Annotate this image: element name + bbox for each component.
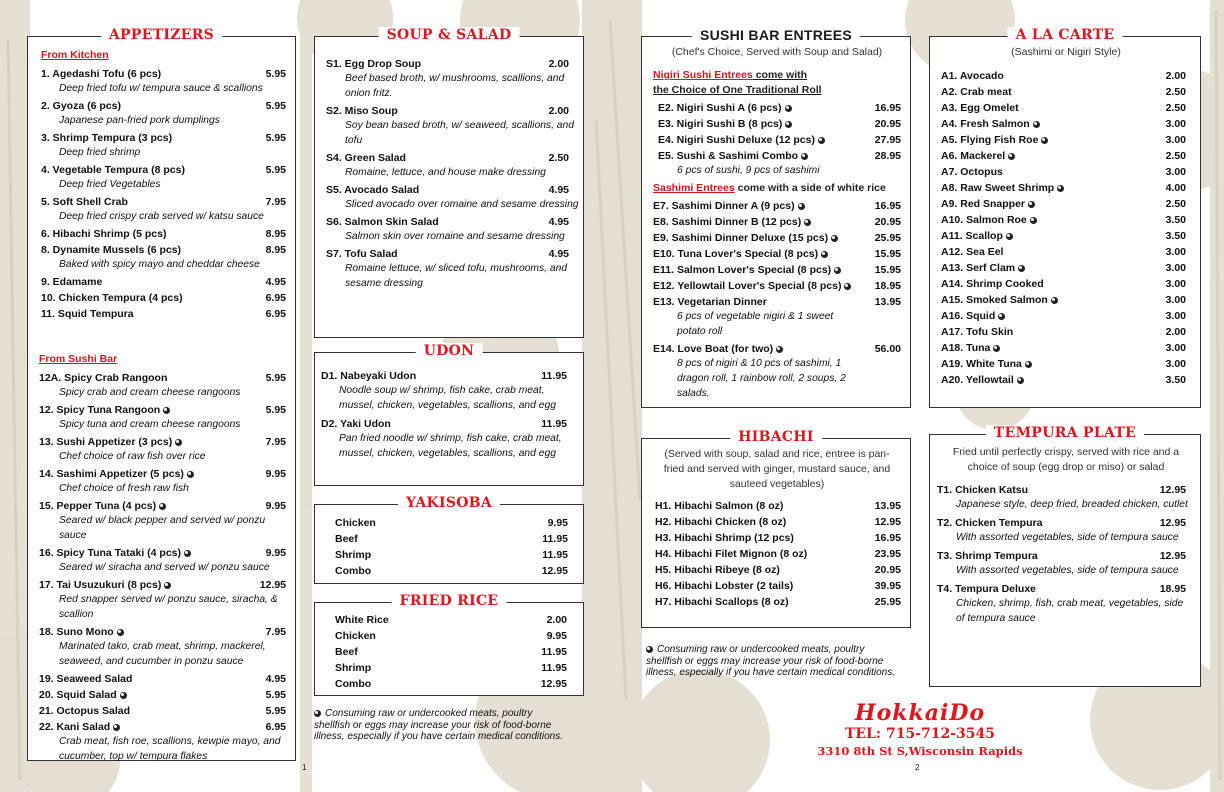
a-la-carte-item-name: A4. Fresh Salmon <box>941 117 1040 131</box>
hibachi-item-price: 20.95 <box>874 564 901 576</box>
sushi-appetizer-item-price: 7.95 <box>265 626 286 638</box>
soup-salad-panel <box>314 27 584 338</box>
nigiri-item-name: E4. Nigiri Sushi Deluxe (12 pcs) <box>658 133 825 147</box>
page-number-2: 2 <box>915 763 920 772</box>
raw-fish-icon <box>1028 201 1035 208</box>
a-la-carte-item-price: 3.00 <box>1165 342 1186 354</box>
sushi-appetizer-item-price: 4.95 <box>265 673 286 685</box>
sashimi-heading-rest: come with a side of white rice <box>734 182 886 194</box>
tempura-item-name: T1. Chicken Katsu <box>937 484 1029 496</box>
nigiri-heading-line2: the Choice of One Traditional Roll <box>653 84 822 96</box>
appetizer-item-name: 8. Dynamite Mussels (6 pcs) <box>41 244 182 256</box>
sushi-bar-panel <box>641 27 911 408</box>
a-la-carte-item-name: A8. Raw Sweet Shrimp <box>941 181 1064 195</box>
sushi-appetizer-item-price: 7.95 <box>265 436 286 448</box>
sushi-appetizer-item-desc: Seared w/ siracha and served w/ ponzu sauce <box>59 562 270 573</box>
tempura-item-name: T3. Shrimp Tempura <box>937 550 1038 562</box>
a-la-carte-item-price: 3.00 <box>1165 118 1186 130</box>
left-disclaimer-text: Consuming raw or undercooked meats, poultry shellfish or eggs may increase your risk of food-borne illness, especially if you have certain medical conditions. <box>314 708 564 742</box>
sashimi-item-name: E14. Love Boat (for two) <box>653 342 783 356</box>
soup-salad-item-desc: Romaine lettuce, w/ sliced tofu, mushrooms, and sesame dressing <box>345 263 568 289</box>
raw-fish-icon <box>818 137 825 144</box>
raw-fish-icon <box>831 235 838 242</box>
raw-fish-icon <box>159 503 166 510</box>
fried-rice-item-name: Shrimp <box>335 662 372 674</box>
nigiri-item-price: 27.95 <box>874 134 901 146</box>
sushi-appetizer-item-name: 21. Octopus Salad <box>39 705 131 717</box>
appetizer-item-desc: Baked with spicy mayo and cheddar cheese <box>59 259 260 270</box>
appetizer-item-name: 2. Gyoza (6 pcs) <box>41 100 121 112</box>
sushi-appetizer-item-price: 6.95 <box>265 721 286 733</box>
udon-item-price: 11.95 <box>541 370 567 382</box>
a-la-carte-item-price: 3.00 <box>1165 278 1186 290</box>
sashimi-item-name: E7. Sashimi Dinner A (9 pcs) <box>653 199 805 213</box>
sashimi-heading-red: Sashimi Entrees <box>653 182 735 194</box>
a-la-carte-item-price: 3.00 <box>1165 134 1186 146</box>
sushi-appetizer-item-desc: Marinated tako, crab meat, shrimp, mackerel, seaweed, and cucumber in ponzu sauce <box>59 641 266 667</box>
raw-fish-icon <box>1057 185 1064 192</box>
soup-salad-item-name: S4. Green Salad <box>326 152 406 164</box>
yakisoba-item-name: Shrimp <box>335 549 372 561</box>
tempura-item-desc: With assorted vegetables, side of tempura sauce <box>956 532 1179 543</box>
udon-panel <box>314 343 584 486</box>
sushi-appetizer-item-name: 16. Spicy Tuna Tataki (4 pcs) <box>39 546 191 560</box>
hibachi-item-name: H6. Hibachi Lobster (2 tails) <box>655 580 794 592</box>
soup-salad-item-desc: Salmon skin over romaine and sesame dressing <box>345 231 565 242</box>
appetizer-item-desc: Deep fried shrimp <box>59 147 141 158</box>
tempura-plate-panel <box>929 425 1201 687</box>
sashimi-item-price: 15.95 <box>874 264 901 276</box>
appetizer-item-price: 8.95 <box>265 228 286 240</box>
a-la-carte-item-name: A18. Tuna <box>941 341 1000 355</box>
appetizer-item-name: 6. Hibachi Shrimp (5 pcs) <box>41 228 167 240</box>
sushi-appetizer-item-desc: Red snapper served w/ ponzu sauce, siracha, & scallion <box>59 594 278 620</box>
a-la-carte-item-price: 2.50 <box>1165 102 1186 114</box>
hibachi-item-name: H3. Hibachi Shrimp (12 pcs) <box>655 532 794 544</box>
raw-fish-icon <box>801 153 808 160</box>
fried-rice-item-name: Beef <box>335 646 358 658</box>
brand-address: 3310 8th St S,Wisconsin Rapids <box>817 744 1023 758</box>
a-la-carte-item-name: A1. Avocado <box>941 70 1004 82</box>
from-sushi-bar-heading: From Sushi Bar <box>39 353 118 365</box>
a-la-carte-item-name: A16. Squid <box>941 309 1005 323</box>
sushi-appetizer-item-name: 13. Sushi Appetizer (3 pcs) <box>39 435 182 449</box>
hibachi-item-name: H7. Hibachi Scallops (8 oz) <box>655 596 789 608</box>
sushi-appetizer-item-name: 17. Tai Usuzukuri (8 pcs) <box>39 578 171 592</box>
appetizer-item-name: 4. Vegetable Tempura (8 pcs) <box>41 164 185 176</box>
appetizers-panel <box>27 27 296 762</box>
tempura-plate-subtitle: Fried until perfectly crispy, served with rice and a choice of soup (egg drop or miso) or salad <box>952 446 1180 473</box>
a-la-carte-title: A LA CARTE <box>1008 27 1123 43</box>
yakisoba-item-price: 11.95 <box>542 549 568 561</box>
raw-fish-icon <box>184 550 191 557</box>
sashimi-item-desc: 6 pcs of vegetable nigiri & 1 sweet potato roll <box>677 311 834 337</box>
fried-rice-item-name: Combo <box>335 678 372 690</box>
sushi-appetizer-item-name: 14. Sashimi Appetizer (5 pcs) <box>39 467 194 481</box>
sashimi-item-price: 16.95 <box>874 200 901 212</box>
a-la-carte-item-name: A14. Shrimp Cooked <box>941 278 1044 290</box>
appetizer-item-price: 6.95 <box>265 308 286 320</box>
udon-item-name: D1. Nabeyaki Udon <box>321 370 417 382</box>
sashimi-heading <box>653 181 886 196</box>
raw-fish-icon <box>646 646 653 653</box>
a-la-carte-item-name: A2. Crab meat <box>941 86 1012 98</box>
raw-fish-icon <box>175 439 182 446</box>
soup-salad-item-name: S2. Miso Soup <box>326 105 398 117</box>
a-la-carte-item-price: 3.00 <box>1165 166 1186 178</box>
hibachi-item-name: H2. Hibachi Chicken (8 oz) <box>655 516 787 528</box>
nigiri-item-name: E5. Sushi & Sashimi Combo <box>658 149 808 163</box>
raw-fish-icon <box>1041 137 1048 144</box>
tempura-item-desc: With assorted vegetables, side of tempura sauce <box>956 565 1179 576</box>
hibachi-panel <box>641 429 911 628</box>
raw-fish-icon <box>117 629 124 636</box>
a-la-carte-panel <box>929 27 1201 408</box>
right-disclaimer <box>646 644 896 679</box>
udon-item-desc: Noodle soup w/ shrimp, fish cake, crab meat, mussel, chicken, vegetables, scallions, and egg <box>339 385 556 411</box>
sushi-appetizer-item-price: 9.95 <box>265 500 286 512</box>
tempura-item-name: T4. Tempura Deluxe <box>937 583 1037 595</box>
yakisoba-item-name: Combo <box>335 565 372 577</box>
sashimi-item-name: E9. Sashimi Dinner Deluxe (15 pcs) <box>653 231 838 245</box>
sushi-bar-title: SUSHI BAR ENTREES <box>692 27 860 43</box>
a-la-carte-item-name: A12. Sea Eel <box>941 246 1004 258</box>
tempura-item-price: 18.95 <box>1159 583 1186 595</box>
raw-fish-icon <box>821 251 828 258</box>
raw-fish-icon <box>1033 121 1040 128</box>
soup-salad-title: SOUP & SALAD <box>379 27 520 43</box>
a-la-carte-item-price: 2.50 <box>1165 198 1186 210</box>
soup-salad-item-price: 4.95 <box>548 248 569 260</box>
sushi-appetizer-item-desc: Crab meat, fish roe, scallions, kewpie mayo, and cucumber, top w/ tempura flakes <box>59 736 281 762</box>
sashimi-item-desc: 8 pcs of nigiri & 10 pcs of sashimi, 1 dragon roll, 1 rainbow roll, 2 soups, 2 salads. <box>677 358 846 399</box>
appetizers-title: APPETIZERS <box>101 27 222 43</box>
appetizer-item-price: 5.95 <box>265 132 286 144</box>
soup-salad-item-desc: Soy bean based broth, w/ seaweed, scallions, and tofu <box>345 120 574 146</box>
soup-salad-item-price: 2.00 <box>548 105 569 117</box>
a-la-carte-item-price: 3.00 <box>1165 246 1186 258</box>
tempura-item-desc: Japanese style, deep fried, breaded chicken, cutlet <box>956 499 1188 510</box>
a-la-carte-item-name: A17. Tofu Skin <box>941 326 1014 338</box>
raw-fish-icon <box>1006 233 1013 240</box>
tempura-item-desc: Chicken, shrimp, fish, crab meat, vegetables, side of tempura sauce <box>956 598 1184 624</box>
hibachi-title: HIBACHI <box>730 429 822 445</box>
sushi-appetizer-item-price: 5.95 <box>265 372 286 384</box>
yakisoba-item-price: 11.95 <box>542 533 568 545</box>
fried-rice-panel <box>314 593 584 696</box>
a-la-carte-item-name: A13. Serf Clam <box>941 261 1025 275</box>
fried-rice-item-price: 9.95 <box>546 630 567 642</box>
a-la-carte-item-name: A7. Octopus <box>941 166 1003 178</box>
hibachi-item-name: H1. Hibachi Salmon (8 oz) <box>655 500 784 512</box>
tempura-plate-title: TEMPURA PLATE <box>986 425 1144 441</box>
tempura-item-name: T2. Chicken Tempura <box>937 517 1043 529</box>
sashimi-item-price: 20.95 <box>874 216 901 228</box>
sushi-appetizer-item-name: 19. Seaweed Salad <box>39 673 133 685</box>
sushi-appetizer-item-name: 12A. Spicy Crab Rangoon <box>39 372 168 384</box>
a-la-carte-item-price: 3.00 <box>1165 358 1186 370</box>
hibachi-item-name: H5. Hibachi Ribeye (8 oz) <box>655 564 780 576</box>
appetizer-item-desc: Deep fried crispy crab served w/ katsu sauce <box>59 211 264 222</box>
sushi-appetizer-item-name: 20. Squid Salad <box>39 688 127 702</box>
raw-fish-icon <box>785 121 792 128</box>
tempura-item-price: 12.95 <box>1159 517 1186 529</box>
brand-logo: HokkaiDo <box>854 700 986 726</box>
soup-salad-item-name: S6. Salmon Skin Salad <box>326 216 439 228</box>
soup-salad-item-price: 4.95 <box>548 184 569 196</box>
a-la-carte-item-name: A20. Yellowtail <box>941 373 1024 387</box>
sushi-appetizer-item-name: 18. Suno Mono <box>39 625 124 639</box>
sashimi-item-price: 13.95 <box>874 296 901 308</box>
nigiri-item-price: 28.95 <box>874 150 901 162</box>
raw-fish-icon <box>164 582 171 589</box>
tempura-item-price: 12.95 <box>1159 550 1186 562</box>
a-la-carte-item-price: 3.50 <box>1165 374 1186 386</box>
appetizer-item-name: 10. Chicken Tempura (4 pcs) <box>41 292 183 304</box>
a-la-carte-item-name: A6. Mackerel <box>941 149 1015 163</box>
sushi-appetizer-item-desc: Chef choice of raw fish over rice <box>59 451 206 462</box>
nigiri-heading-rest: come with <box>752 69 808 81</box>
sashimi-item-price: 25.95 <box>874 232 901 244</box>
raw-fish-icon <box>187 471 194 478</box>
a-la-carte-item-price: 2.00 <box>1165 70 1186 82</box>
fried-rice-item-price: 12.95 <box>540 678 567 690</box>
raw-fish-icon <box>1025 361 1032 368</box>
raw-fish-icon <box>120 692 127 699</box>
sashimi-item-price: 56.00 <box>874 343 901 355</box>
appetizer-item-price: 7.95 <box>265 196 286 208</box>
a-la-carte-subtitle: (Sashimi or Nigiri Style) <box>1011 46 1121 58</box>
a-la-carte-item-name: A19. White Tuna <box>941 357 1032 371</box>
sushi-appetizer-item-name: 22. Kani Salad <box>39 720 120 734</box>
yakisoba-title: YAKISOBA <box>398 495 500 511</box>
sushi-appetizer-item-desc: Seared w/ black pepper and served w/ ponzu sauce <box>59 515 266 541</box>
sushi-appetizer-item-price: 5.95 <box>265 705 286 717</box>
fried-rice-item-price: 11.95 <box>541 646 567 658</box>
hibachi-item-price: 12.95 <box>874 516 901 528</box>
yakisoba-item-name: Chicken <box>335 517 376 529</box>
fried-rice-title: FRIED RICE <box>392 593 507 609</box>
appetizer-item-price: 5.95 <box>265 164 286 176</box>
a-la-carte-item-name: A11. Scallop <box>941 229 1013 243</box>
appetizer-item-price: 6.95 <box>265 292 286 304</box>
a-la-carte-item-price: 3.00 <box>1165 262 1186 274</box>
nigiri-item-name: E3. Nigiri Sushi B (8 pcs) <box>658 117 792 131</box>
appetizer-item-desc: Deep fried tofu w/ tempura sauce & scallions <box>59 83 263 94</box>
raw-fish-icon <box>1018 265 1025 272</box>
a-la-carte-item-name: A10. Salmon Roe <box>941 213 1037 227</box>
sashimi-item-name: E10. Tuna Lover's Special (8 pcs) <box>653 247 828 261</box>
sushi-appetizer-item-desc: Chef choice of fresh raw fish <box>59 483 189 494</box>
soup-salad-item-desc: Sliced avocado over romaine and sesame dressing <box>345 199 579 210</box>
fried-rice-item-price: 11.95 <box>541 662 567 674</box>
tempura-item-price: 12.95 <box>1159 484 1186 496</box>
a-la-carte-item-price: 3.00 <box>1165 310 1186 322</box>
brand-phone: TEL: 715-712-3545 <box>844 726 995 742</box>
a-la-carte-item-price: 2.50 <box>1165 86 1186 98</box>
soup-salad-item-price: 2.50 <box>548 152 569 164</box>
hibachi-item-name: H4. Hibachi Filet Mignon (8 oz) <box>655 548 808 560</box>
appetizer-item-name: 1. Agedashi Tofu (6 pcs) <box>41 68 162 80</box>
raw-fish-icon <box>113 724 120 731</box>
sashimi-item-price: 18.95 <box>874 280 901 292</box>
raw-fish-icon <box>993 345 1000 352</box>
sushi-bar-subtitle: (Chef's Choice, Served with Soup and Salad) <box>671 46 883 58</box>
sushi-appetizer-item-name: 12. Spicy Tuna Rangoon <box>39 403 170 417</box>
appetizer-item-name: 9. Edamame <box>41 276 103 288</box>
a-la-carte-item-price: 3.00 <box>1165 294 1186 306</box>
appetizer-item-name: 3. Shrimp Tempura (3 pcs) <box>41 132 173 144</box>
brand-block <box>800 700 1040 758</box>
raw-fish-icon <box>1030 217 1037 224</box>
sashimi-item-name: E11. Salmon Lover's Special (8 pcs) <box>653 263 841 277</box>
yakisoba-item-price: 9.95 <box>547 517 568 529</box>
hibachi-item-price: 39.95 <box>874 580 901 592</box>
soup-salad-item-name: S7. Tofu Salad <box>326 248 398 260</box>
a-la-carte-item-price: 2.50 <box>1165 150 1186 162</box>
a-la-carte-item-price: 3.50 <box>1165 230 1186 242</box>
hibachi-item-price: 25.95 <box>874 596 901 608</box>
soup-salad-item-desc: Romaine, lettuce, and house make dressing <box>345 167 546 178</box>
a-la-carte-item-name: A9. Red Snapper <box>941 197 1035 211</box>
udon-item-price: 11.95 <box>541 418 567 430</box>
udon-title: UDON <box>416 343 483 359</box>
appetizer-item-desc: Deep fried Vegetables <box>59 179 161 190</box>
left-disclaimer <box>314 708 564 743</box>
nigiri-item-desc: 6 pcs of sushi, 9 pcs of sashimi <box>677 165 820 176</box>
nigiri-item-price: 16.95 <box>874 102 901 114</box>
appetizer-item-desc: Japanese pan-fried pork dumplings <box>59 115 220 126</box>
sashimi-item-price: 15.95 <box>874 248 901 260</box>
yakisoba-panel <box>314 495 584 584</box>
page-number-1: 1 <box>302 763 307 772</box>
yakisoba-item-name: Beef <box>335 533 358 545</box>
raw-fish-icon <box>798 203 805 210</box>
sushi-appetizer-item-price: 5.95 <box>265 404 286 416</box>
raw-fish-icon <box>1017 377 1024 384</box>
a-la-carte-item-name: A5. Flying Fish Roe <box>941 133 1048 147</box>
hibachi-item-price: 23.95 <box>874 548 901 560</box>
sushi-appetizer-item-price: 9.95 <box>265 468 286 480</box>
fried-rice-item-name: Chicken <box>335 630 376 642</box>
raw-fish-icon <box>1008 153 1015 160</box>
sushi-appetizer-item-price: 9.95 <box>265 547 286 559</box>
nigiri-item-price: 20.95 <box>874 118 901 130</box>
a-la-carte-item-price: 4.00 <box>1165 182 1186 194</box>
a-la-carte-item-name: A15. Smoked Salmon <box>941 293 1058 307</box>
raw-fish-icon <box>785 105 792 112</box>
sushi-appetizer-item-desc: Spicy crab and cream cheese rangoons <box>59 387 241 398</box>
sashimi-item-name: E12. Yellowtail Lover's Special (8 pcs) <box>653 279 851 293</box>
appetizer-item-name: 5. Soft Shell Crab <box>41 196 128 208</box>
nigiri-item-name: E2. Nigiri Sushi A (6 pcs) <box>658 101 792 115</box>
right-disclaimer-text: Consuming raw or undercooked meats, poultry shellfish or eggs may increase your risk of food-borne illness, especially if you have certain medical conditions. <box>646 644 896 678</box>
raw-fish-icon <box>163 407 170 414</box>
sushi-appetizer-item-price: 12.95 <box>259 579 286 591</box>
appetizer-item-price: 5.95 <box>265 68 286 80</box>
hibachi-item-price: 13.95 <box>874 500 901 512</box>
soup-salad-item-name: S1. Egg Drop Soup <box>326 58 422 70</box>
nigiri-heading-red: Nigiri Sushi Entrees <box>653 69 753 81</box>
appetizer-item-price: 5.95 <box>265 100 286 112</box>
sushi-appetizer-item-desc: Spicy tuna and cream cheese rangoons <box>59 419 241 430</box>
sushi-appetizer-item-name: 15. Pepper Tuna (4 pcs) <box>39 499 166 513</box>
soup-salad-item-price: 4.95 <box>548 216 569 228</box>
raw-fish-icon <box>314 710 321 717</box>
appetizer-item-price: 8.95 <box>265 244 286 256</box>
raw-fish-icon <box>776 346 783 353</box>
a-la-carte-item-price: 3.50 <box>1165 214 1186 226</box>
raw-fish-icon <box>998 313 1005 320</box>
soup-salad-item-name: S5. Avocado Salad <box>326 184 420 196</box>
raw-fish-icon <box>1051 297 1058 304</box>
appetizer-item-price: 4.95 <box>265 276 286 288</box>
a-la-carte-item-name: A3. Egg Omelet <box>941 102 1019 114</box>
sashimi-item-name: E8. Sashimi Dinner B (12 pcs) <box>653 215 811 229</box>
fried-rice-item-name: White Rice <box>335 614 389 626</box>
nigiri-heading <box>653 68 822 98</box>
soup-salad-item-price: 2.00 <box>548 58 569 70</box>
appetizer-item-name: 11. Squid Tempura <box>41 308 134 320</box>
soup-salad-item-desc: Beef based broth, w/ mushrooms, scallions, and onion fritz. <box>345 73 565 99</box>
hibachi-item-price: 16.95 <box>874 532 901 544</box>
udon-item-desc: Pan fried noodle w/ shrimp, fish cake, crab meat, mussel, chicken, vegetables, scallions, and egg <box>339 433 562 459</box>
udon-item-name: D2. Yaki Udon <box>321 418 391 430</box>
fried-rice-item-price: 2.00 <box>546 614 567 626</box>
hibachi-subtitle: (Served with soup, salad and rice, entree is pan-fried and served with ginger, mustard sauce, and sauteed vegetables) <box>663 448 891 490</box>
yakisoba-item-price: 12.95 <box>541 565 568 577</box>
raw-fish-icon <box>804 219 811 226</box>
sashimi-item-name: E13. Vegetarian Dinner <box>653 296 767 308</box>
sushi-appetizer-item-price: 5.95 <box>265 689 286 701</box>
from-kitchen-heading: From Kitchen <box>41 49 109 61</box>
a-la-carte-item-price: 2.00 <box>1165 326 1186 338</box>
